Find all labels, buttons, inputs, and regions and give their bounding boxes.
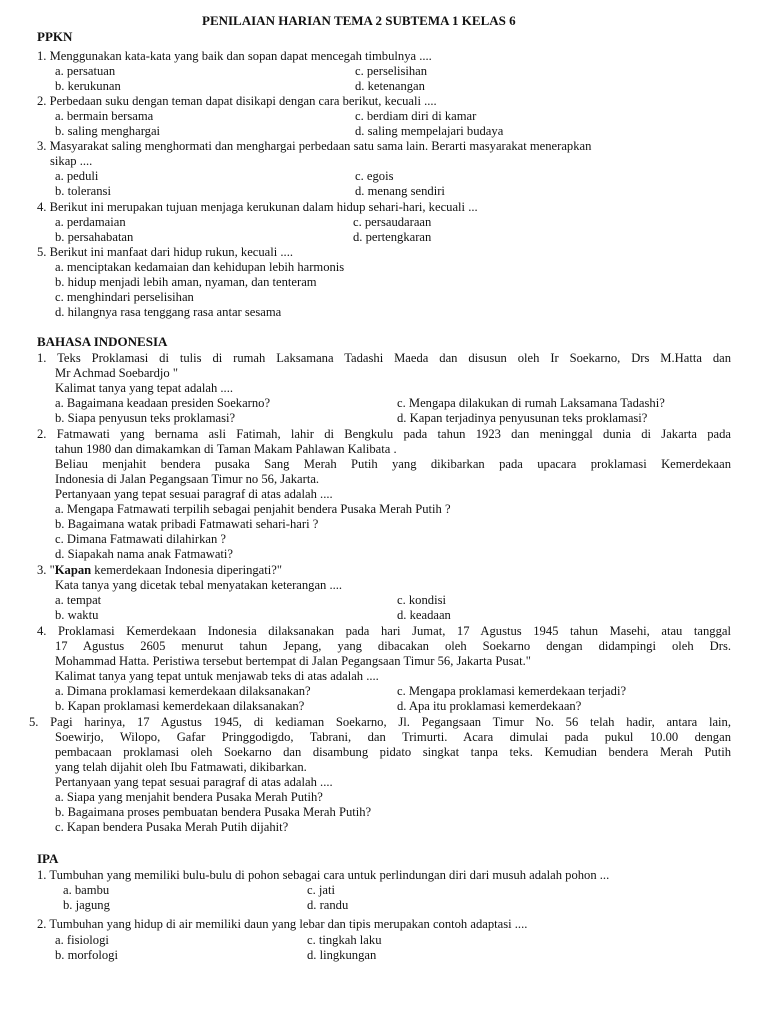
bahasa-q1-text-line2: Mr Achmad Soebardjo ": [55, 366, 179, 380]
bahasa-q3-option-d: d. keadaan: [397, 608, 451, 622]
bahasa-q1-text-line1: 1. Teks Proklamasi di tulis di rumah Laksamana Tadashi Maeda dan disusun oleh Ir Soekarno, Drs M.Hatta dan: [37, 351, 731, 365]
bahasa-q4-option-a: a. Dimana proklamasi kemerdekaan dilaksanakan?: [55, 684, 311, 698]
bahasa-q2-option-b: b. Bagaimana watak pribadi Fatmawati sehari-hari ?: [55, 517, 319, 531]
ipa-q1-option-b: b. jagung: [63, 898, 110, 912]
ppkn-q3-text-line1: 3. Masyarakat saling menghormati dan menghargai perbedaan satu sama lain. Berarti masyarakat menerapkan: [37, 139, 592, 153]
ipa-q2-option-d: d. lingkungan: [307, 948, 377, 962]
bahasa-q1-prompt: Kalimat tanya yang tepat adalah ....: [55, 381, 233, 395]
bahasa-q4-option-d: d. Apa itu proklamasi kemerdekaan?: [397, 699, 582, 713]
ppkn-q2-option-c: c. berdiam diri di kamar: [355, 109, 477, 123]
ipa-q2-option-a: a. fisiologi: [55, 933, 109, 947]
bahasa-q2-option-a: a. Mengapa Fatmawati terpilih sebagai penjahit bendera Pusaka Merah Putih ?: [55, 502, 451, 516]
ppkn-q4-option-c: c. persaudaraan: [353, 215, 432, 229]
bahasa-q5-option-c: c. Kapan bendera Pusaka Merah Putih dijahit?: [55, 820, 289, 834]
ppkn-q3-option-b: b. toleransi: [55, 184, 111, 198]
bahasa-q2-text-line1: 2. Fatmawati yang bernama asli Fatimah, lahir di Bengkulu pada tahun 1923 dan meninggal dunia di Jakarta pada: [37, 427, 731, 441]
bahasa-q5-text-line4: yang telah dijahit oleh Ibu Fatmawati, dikibarkan.: [55, 760, 307, 774]
ppkn-q3-option-a: a. peduli: [55, 169, 99, 183]
ppkn-q5-option-d: d. hilangnya rasa tenggang rasa antar sesama: [55, 305, 282, 319]
ppkn-q4-option-b: b. persahabatan: [55, 230, 134, 244]
ppkn-q1-text: 1. Menggunakan kata-kata yang baik dan sopan dapat mencegah timbulnya ....: [37, 49, 432, 63]
bahasa-q2-text-line3: Beliau menjahit bendera pusaka Sang Merah Putih yang dikibarkan pada upacara proklamasi Kemerdekaan: [55, 457, 731, 471]
bahasa-q3-prompt: Kata tanya yang dicetak tebal menyatakan keterangan ....: [55, 578, 343, 592]
bahasa-q3-text: [37, 563, 282, 578]
ppkn-q3-text-line2: sikap ....: [50, 154, 93, 168]
bahasa-q5-prompt: Pertanyaan yang tepat sesuai paragraf di atas adalah ....: [55, 775, 333, 789]
ipa-q1-option-d: d. randu: [307, 898, 349, 912]
bahasa-q5-text-line3: pembacaan proklamasi oleh Soekarno dan disambung pidato singkat tanpa teks. Kemudian bendera Merah Putih: [55, 745, 731, 759]
ppkn-q4-option-d: d. pertengkaran: [353, 230, 432, 244]
bahasa-q1-option-b: b. Siapa penyusun teks proklamasi?: [55, 411, 236, 425]
ppkn-q1-option-d: d. ketenangan: [355, 79, 425, 93]
ppkn-q3-option-c: c. egois: [355, 169, 394, 183]
bahasa-q2-text-line4: Indonesia di Jalan Pegangsaan Timur no 56, Jakarta.: [55, 472, 320, 486]
bahasa-q4-text-line3: Mohammad Hatta. Peristiwa tersebut bertempat di Jalan Pegangsaan Timur 56, Jakarta Pusat.": [55, 654, 531, 668]
bahasa-q4-text-line1: 4. Proklamasi Kemerdekaan Indonesia dilaksanakan pada hari Jumat, 17 Agustus 1945 tahun Masehi, atau tanggal: [37, 624, 731, 638]
bahasa-q5-option-b: b. Bagaimana proses pembuatan bendera Pusaka Merah Putih?: [55, 805, 372, 819]
bahasa-q5-text-line1: 5. Pagi harinya, 17 Agustus 1945, di kediaman Soekarno, Jl. Pegangsaan Timur No. 56 telah hadir, antara lain,: [29, 715, 731, 729]
ppkn-q5-text: 5. Berikut ini manfaat dari hidup rukun, kecuali ....: [37, 245, 294, 259]
ipa-q1-option-c: c. jati: [307, 883, 335, 897]
ppkn-q5-option-b: b. hidup menjadi lebih aman, nyaman, dan tenteram: [55, 275, 317, 289]
bahasa-q3-option-b: b. waktu: [55, 608, 99, 622]
page-title: PENILAIAN HARIAN TEMA 2 SUBTEMA 1 KELAS 6: [202, 13, 516, 28]
bahasa-q1-option-d: d. Kapan terjadinya penyusunan teks proklamasi?: [397, 411, 648, 425]
bahasa-q3-option-a: a. tempat: [55, 593, 102, 607]
ppkn-q3-option-d: d. menang sendiri: [355, 184, 445, 198]
ppkn-q2-option-b: b. saling menghargai: [55, 124, 161, 138]
ppkn-q2-text: 2. Perbedaan suku dengan teman dapat disikapi dengan cara berikut, kecuali ....: [37, 94, 437, 108]
ppkn-q1-option-b: b. kerukunan: [55, 79, 121, 93]
ipa-q1-text: 1. Tumbuhan yang memiliki bulu-bulu di pohon sebagai cara untuk perlindungan diri dari musuh adalah pohon ...: [37, 868, 610, 882]
bahasa-q3-bold-word: Kapan: [54, 563, 92, 577]
ppkn-q4-option-a: a. perdamaian: [55, 215, 126, 229]
ppkn-q4-text: 4. Berikut ini merupakan tujuan menjaga kerukunan dalam hidup sehari-hari, kecuali ...: [37, 200, 478, 214]
ipa-q2-option-b: b. morfologi: [55, 948, 118, 962]
bahasa-q2-option-c: c. Dimana Fatmawati dilahirkan ?: [55, 532, 227, 546]
bahasa-q4-option-c: c. Mengapa proklamasi kemerdekaan terjadi?: [397, 684, 627, 698]
bahasa-q2-option-d: d. Siapakah nama anak Fatmawati?: [55, 547, 233, 561]
ppkn-q2-option-d: d. saling mempelajari budaya: [355, 124, 504, 138]
section-heading-ppkn: PPKN: [37, 29, 73, 44]
section-heading-bahasa-indonesia: BAHASA INDONESIA: [37, 334, 168, 349]
bahasa-q3-text-pre: 3. ": [37, 563, 55, 577]
bahasa-q4-option-b: b. Kapan proklamasi kemerdekaan dilaksanakan?: [55, 699, 305, 713]
ppkn-q2-option-a: a. bermain bersama: [55, 109, 154, 123]
section-heading-ipa: IPA: [37, 851, 59, 866]
ipa-q1-option-a: a. bambu: [63, 883, 110, 897]
ppkn-q5-option-c: c. menghindari perselisihan: [55, 290, 194, 304]
bahasa-q5-text-line2: Soewirjo, Wilopo, Gafar Pringgodigdo, Tabrani, dan Trimurti. Acara dimulai pada pukul 10.00 dengan: [55, 730, 731, 744]
bahasa-q2-prompt: Pertanyaan yang tepat sesuai paragraf di atas adalah ....: [55, 487, 333, 501]
ipa-q2-text: 2. Tumbuhan yang hidup di air memiliki daun yang lebar dan tipis merupakan contoh adaptasi ....: [37, 917, 528, 931]
bahasa-q4-text-line2: 17 Agustus 2605 menurut tahun Jepang, yang dibacakan oleh Soekarno dengan didampingi oleh Drs.: [55, 639, 731, 653]
bahasa-q3-option-c: c. kondisi: [397, 593, 446, 607]
ppkn-q1-option-c: c. perselisihan: [355, 64, 428, 78]
bahasa-q1-option-a: a. Bagaimana keadaan presiden Soekarno?: [55, 396, 271, 410]
ppkn-q5-option-a: a. menciptakan kedamaian dan kehidupan lebih harmonis: [55, 260, 345, 274]
ipa-q2-option-c: c. tingkah laku: [307, 933, 382, 947]
bahasa-q3-text-post: kemerdekaan Indonesia diperingati?": [91, 563, 282, 577]
bahasa-q5-option-a: a. Siapa yang menjahit bendera Pusaka Merah Putih?: [55, 790, 323, 804]
bahasa-q4-prompt: Kalimat tanya yang tepat untuk menjawab teks di atas adalah ....: [55, 669, 379, 683]
bahasa-q2-text-line2: tahun 1980 dan dimakamkan di Taman Makam Pahlawan Kalibata .: [55, 442, 397, 456]
bahasa-q1-option-c: c. Mengapa dilakukan di rumah Laksamana Tadashi?: [397, 396, 665, 410]
ppkn-q1-option-a: a. persatuan: [55, 64, 116, 78]
